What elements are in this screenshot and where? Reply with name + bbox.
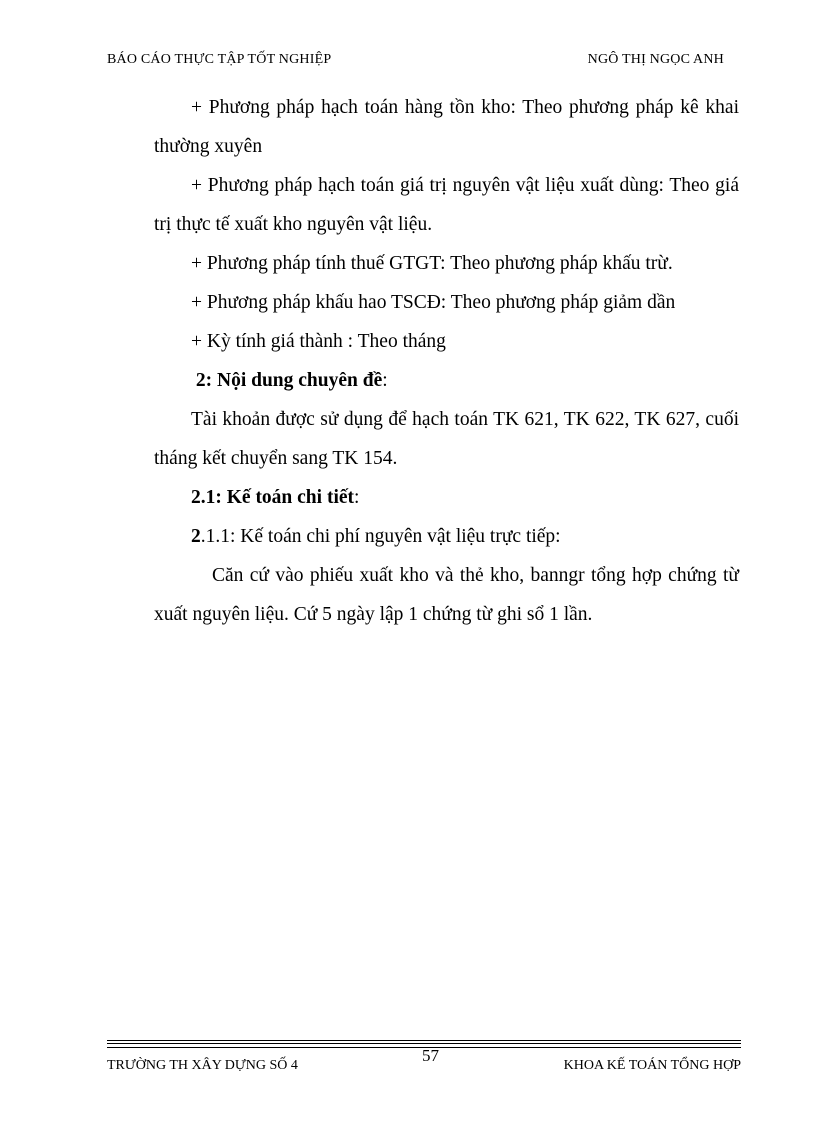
paragraph-accounts-used: Tài khoản được sử dụng để hạch toán TK 621, TK 622, TK 627, cuối tháng kết chuyển sang TK 154. — [154, 409, 739, 469]
section-heading-2-colon: : — [382, 370, 388, 391]
footer-department-name: KHOA KẾ TOÁN TỔNG HỢP — [563, 1058, 741, 1073]
paragraph-vat-method: + Phương pháp tính thuế GTGT: Theo phương pháp khấu trừ. — [191, 253, 673, 274]
paragraph-costing-period: + Kỳ tính giá thành : Theo tháng — [191, 331, 446, 352]
footer-school-name: TRƯỜNG TH XÂY DỰNG SỐ 4 — [107, 1058, 298, 1073]
paragraph-material-valuation: + Phương pháp hạch toán giá trị nguyên vật liệu xuất dùng: Theo giá trị thực tế xuất kho nguyên vật liệu. — [154, 175, 739, 235]
paragraph-depreciation-method: + Phương pháp khấu hao TSCĐ: Theo phương pháp giảm dần — [191, 292, 676, 313]
header-author-name: NGÔ THỊ NGỌC ANH — [587, 52, 724, 67]
section-heading-2-1-colon: : — [354, 487, 360, 508]
section-heading-2-1-text: 2.1: Kế toán chi tiết — [191, 487, 355, 508]
page-number: 57 — [422, 1046, 439, 1065]
section-heading-2-1-1-text: .1.1: Kế toán chi phí nguyên vật liệu trực tiếp: — [200, 526, 561, 547]
page-body — [154, 88, 739, 634]
section-heading-2 — [154, 361, 739, 400]
page-header — [107, 52, 724, 72]
paragraph-inventory-method: + Phương pháp hạch toán hàng tồn kho: Theo phương pháp kê khai thường xuyên — [154, 97, 739, 157]
section-heading-2-1 — [154, 478, 739, 517]
paragraph-material-issue-docs: Căn cứ vào phiếu xuất kho và thẻ kho, banngr tổng hợp chứng từ xuất nguyên liệu. Cứ 5 ngày lập 1 chứng từ ghi sổ 1 lần. — [154, 565, 739, 625]
header-report-title: BÁO CÁO THỰC TẬP TỐT NGHIỆP — [107, 52, 332, 67]
section-heading-2-1-1-number: 2 — [191, 526, 201, 547]
section-heading-2-1-1 — [154, 517, 739, 556]
section-heading-2-text: 2: Nội dung chuyên đề — [195, 370, 383, 391]
